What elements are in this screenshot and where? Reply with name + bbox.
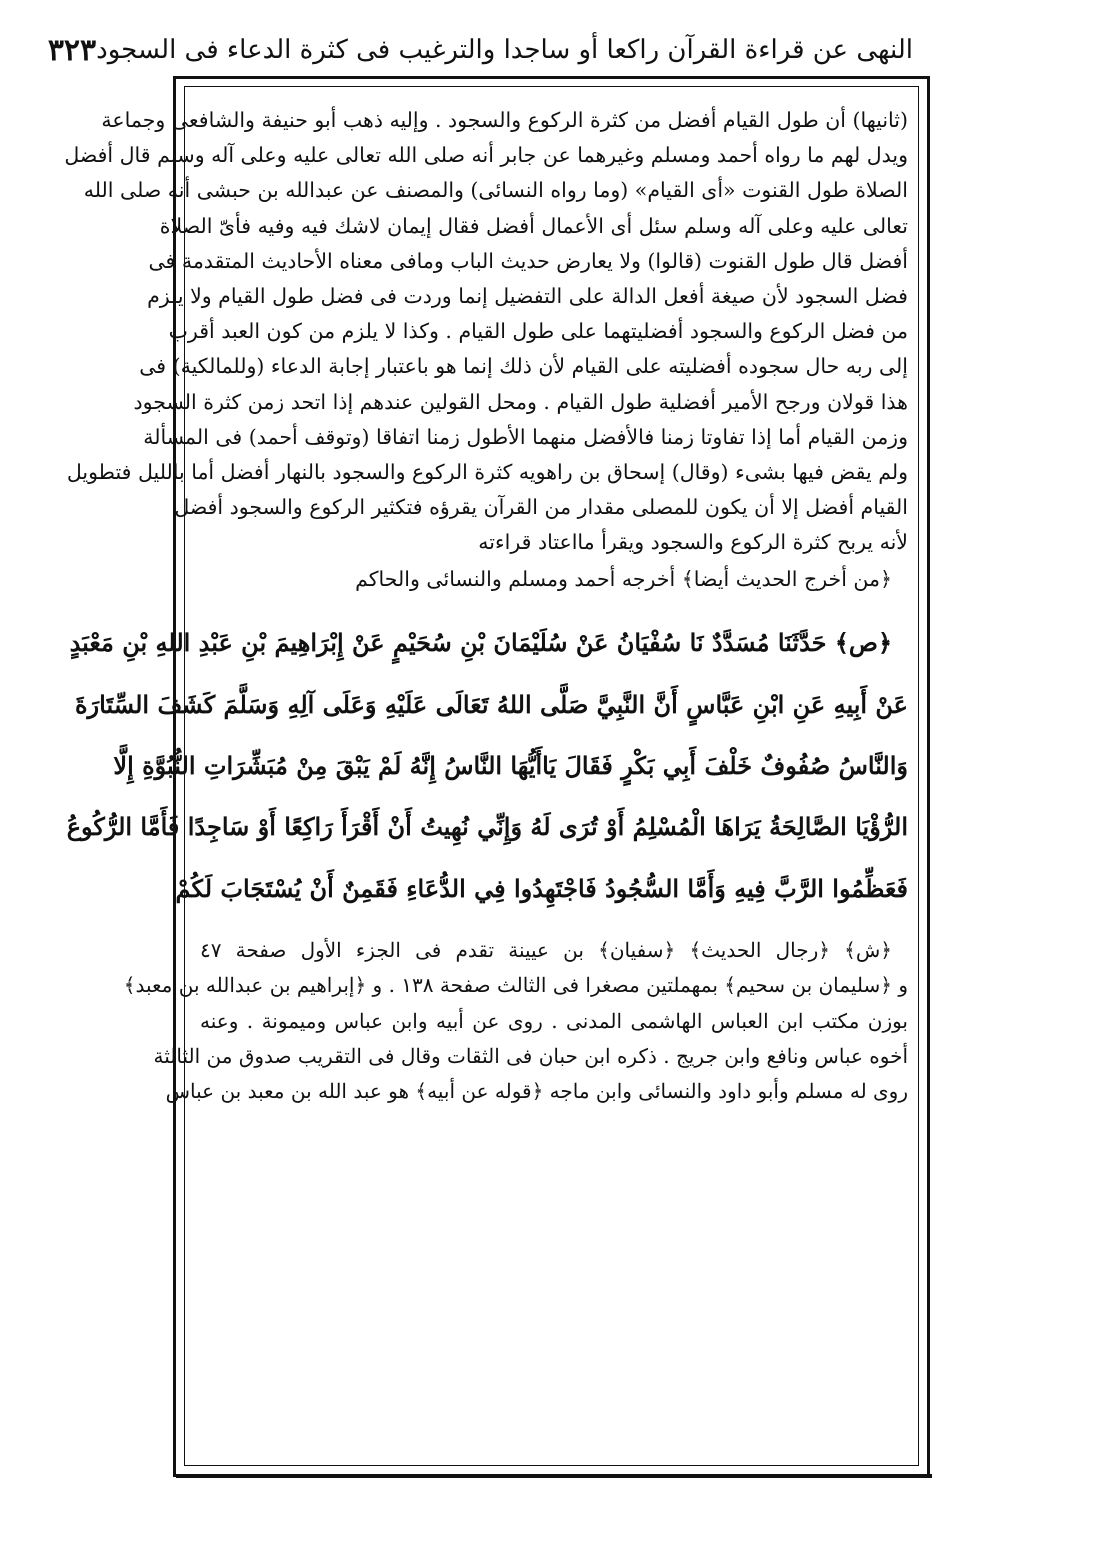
hadith-line: الرُّؤْيَا الصَّالِحَةُ يَرَاهَا الْمُسْلِمُ أَوْ تُرَى لَهُ وَإِنِّي نُهِيتُ أَنْ أَقْرَأَ رَاكِعًا أَوْ سَاجِدًا فَأَمَّا الرُّكُوعُ	[66, 812, 908, 842]
hadith-line: فَعَظِّمُوا الرَّبَّ فِيهِ وَأَمَّا السُّجُودُ فَاجْتَهِدُوا فِي الدُّعَاءِ فَقَمِنٌ أَنْ يُسْتَجَابَ لَكُمْ	[175, 873, 908, 903]
page-number: ٣٢٣	[47, 32, 97, 68]
sharh-line: ﴿ش﴾ ﴿رجال الحديث﴾ ﴿سفيان﴾ بن عيينة تقدم فى الجزء الأول صفحة ٤٧	[200, 937, 892, 962]
commentary-line: ولم يقض فيها بشىء (وقال) إسحاق بن راهويه كثرة الركوع والسجود بالنهار أفضل أما بالليل فتطويل	[66, 459, 908, 484]
commentary-line: أفضل قال طول القنوت (قالوا) ولا يعارض حديث الباب ومافى معناه الأحاديث المتقدمة فى	[148, 248, 908, 273]
page-body	[64, 103, 908, 1110]
commentary-line: وزمن القيام أما إذا تفاوتا زمنا فالأفضل منهما الأطول زمنا اتفاقا (وتوقف أحمد) فى المسألة	[143, 424, 908, 449]
hadith-line: وَالنَّاسُ صُفُوفٌ خَلْفَ أَبِي بَكْرٍ فَقَالَ يَاأَيُّهَا النَّاسُ إِنَّهُ لَمْ يَبْقَ مِنْ مُبَشِّرَاتِ النُّبُوَّةِ إِلَّا	[113, 751, 908, 781]
sharh-block	[123, 933, 908, 1110]
takhrij-line: ﴿من أخرج الحديث أيضا﴾ أخرجه أحمد ومسلم والنسائى والحاكم	[355, 567, 892, 592]
commentary-line: هذا قولان ورجح الأمير أفضلية طول القيام . ومحل القولين عندهم إذا اتحد زمن كثرة السجود	[133, 389, 908, 414]
hadith-block	[66, 612, 908, 918]
running-title: النهى عن قراءة القرآن راكعا أو ساجدا والترغيب فى كثرة الدعاء فى السجود	[96, 35, 913, 65]
commentary-line: من فضل الركوع والسجود أفضليتهما على طول القيام . وكذا لا يلزم من كون العبد أقرب	[168, 319, 908, 344]
hadith-line: ﴿ص﴾ حَدَّثَنَا مُسَدَّدٌ نَا سُفْيَانُ عَنْ سُلَيْمَانَ بْنِ سُحَيْمٍ عَنْ إِبْرَاهِيمَ بْنِ عَبْدِ اللهِ بْنِ مَعْبَدٍ	[69, 628, 892, 658]
commentary-line: إلى ربه حال سجوده أفضليته على القيام لأن ذلك إنما هو باعتبار إجابة الدعاء (وللمالكية) فى	[139, 354, 908, 379]
sharh-line: و ﴿سليمان بن سحيم﴾ بمهملتين مصغرا فى الثالث صفحة ١٣٨ . و ﴿إبراهيم بن عبدالله بن معبد﴾	[123, 973, 908, 998]
commentary-line: (ثانيها) أن طول القيام أفضل من كثرة الركوع والسجود . وإليه ذهب أبو حنيفة والشافعى وجماعة	[101, 108, 908, 132]
commentary-line: الصلاة طول القنوت «أى القيام» (وما رواه النسائى) والمصنف عن عبدالله بن حبشى أنه صلى الله	[83, 178, 908, 203]
spacer	[200, 919, 908, 933]
sharh-line: روى له مسلم وأبو داود والنسائى وابن ماجه ﴿قوله عن أبيه﴾ هو عبد الله بن معبد بن عباس	[165, 1079, 908, 1104]
commentary-line: فضل السجود لأن صيغة أفعل الدالة على التفضيل إنما وردت فى فضل طول القيام ولا يلزم	[147, 283, 908, 308]
hadith-line: عَنْ أَبِيهِ عَنِ ابْنِ عَبَّاسٍ أَنَّ النَّبِيَّ صَلَّى اللهُ تَعَالَى عَلَيْهِ وَعَلَى آلِهِ وَسَلَّمَ كَشَفَ السِّتَارَةَ	[74, 689, 908, 719]
page-header	[47, 28, 913, 72]
sharh-line: بوزن مكتب ابن العباس الهاشمى المدنى . روى عن أبيه وابن عباس وميمونة . وعنه	[200, 1008, 908, 1033]
spacer	[200, 598, 908, 612]
commentary-line: القيام أفضل إلا أن يكون للمصلى مقدار من القرآن يقرؤه فتكثير الركوع والسجود أفضل	[174, 495, 908, 520]
commentary-block	[64, 103, 908, 560]
commentary-line: ويدل لهم ما رواه أحمد ومسلم وغيرهما عن جابر أنه صلى الله تعالى عليه وعلى آله وسلم قال أفضل	[64, 143, 908, 168]
sharh-line: أخوه عباس ونافع وابن جريج . ذكره ابن حبان فى الثقات وقال فى التقريب صدوق من الثالثة	[153, 1044, 908, 1069]
commentary-line: لأنه يربح كثرة الركوع والسجود ويقرأ مااعتاد قراءته	[478, 530, 908, 555]
commentary-line: تعالى عليه وعلى آله وسلم سئل أى الأعمال أفضل فقال إيمان لاشك فيه وفيه فأىّ الصلاة	[159, 213, 908, 238]
page-frame-shadow	[176, 1474, 932, 1478]
